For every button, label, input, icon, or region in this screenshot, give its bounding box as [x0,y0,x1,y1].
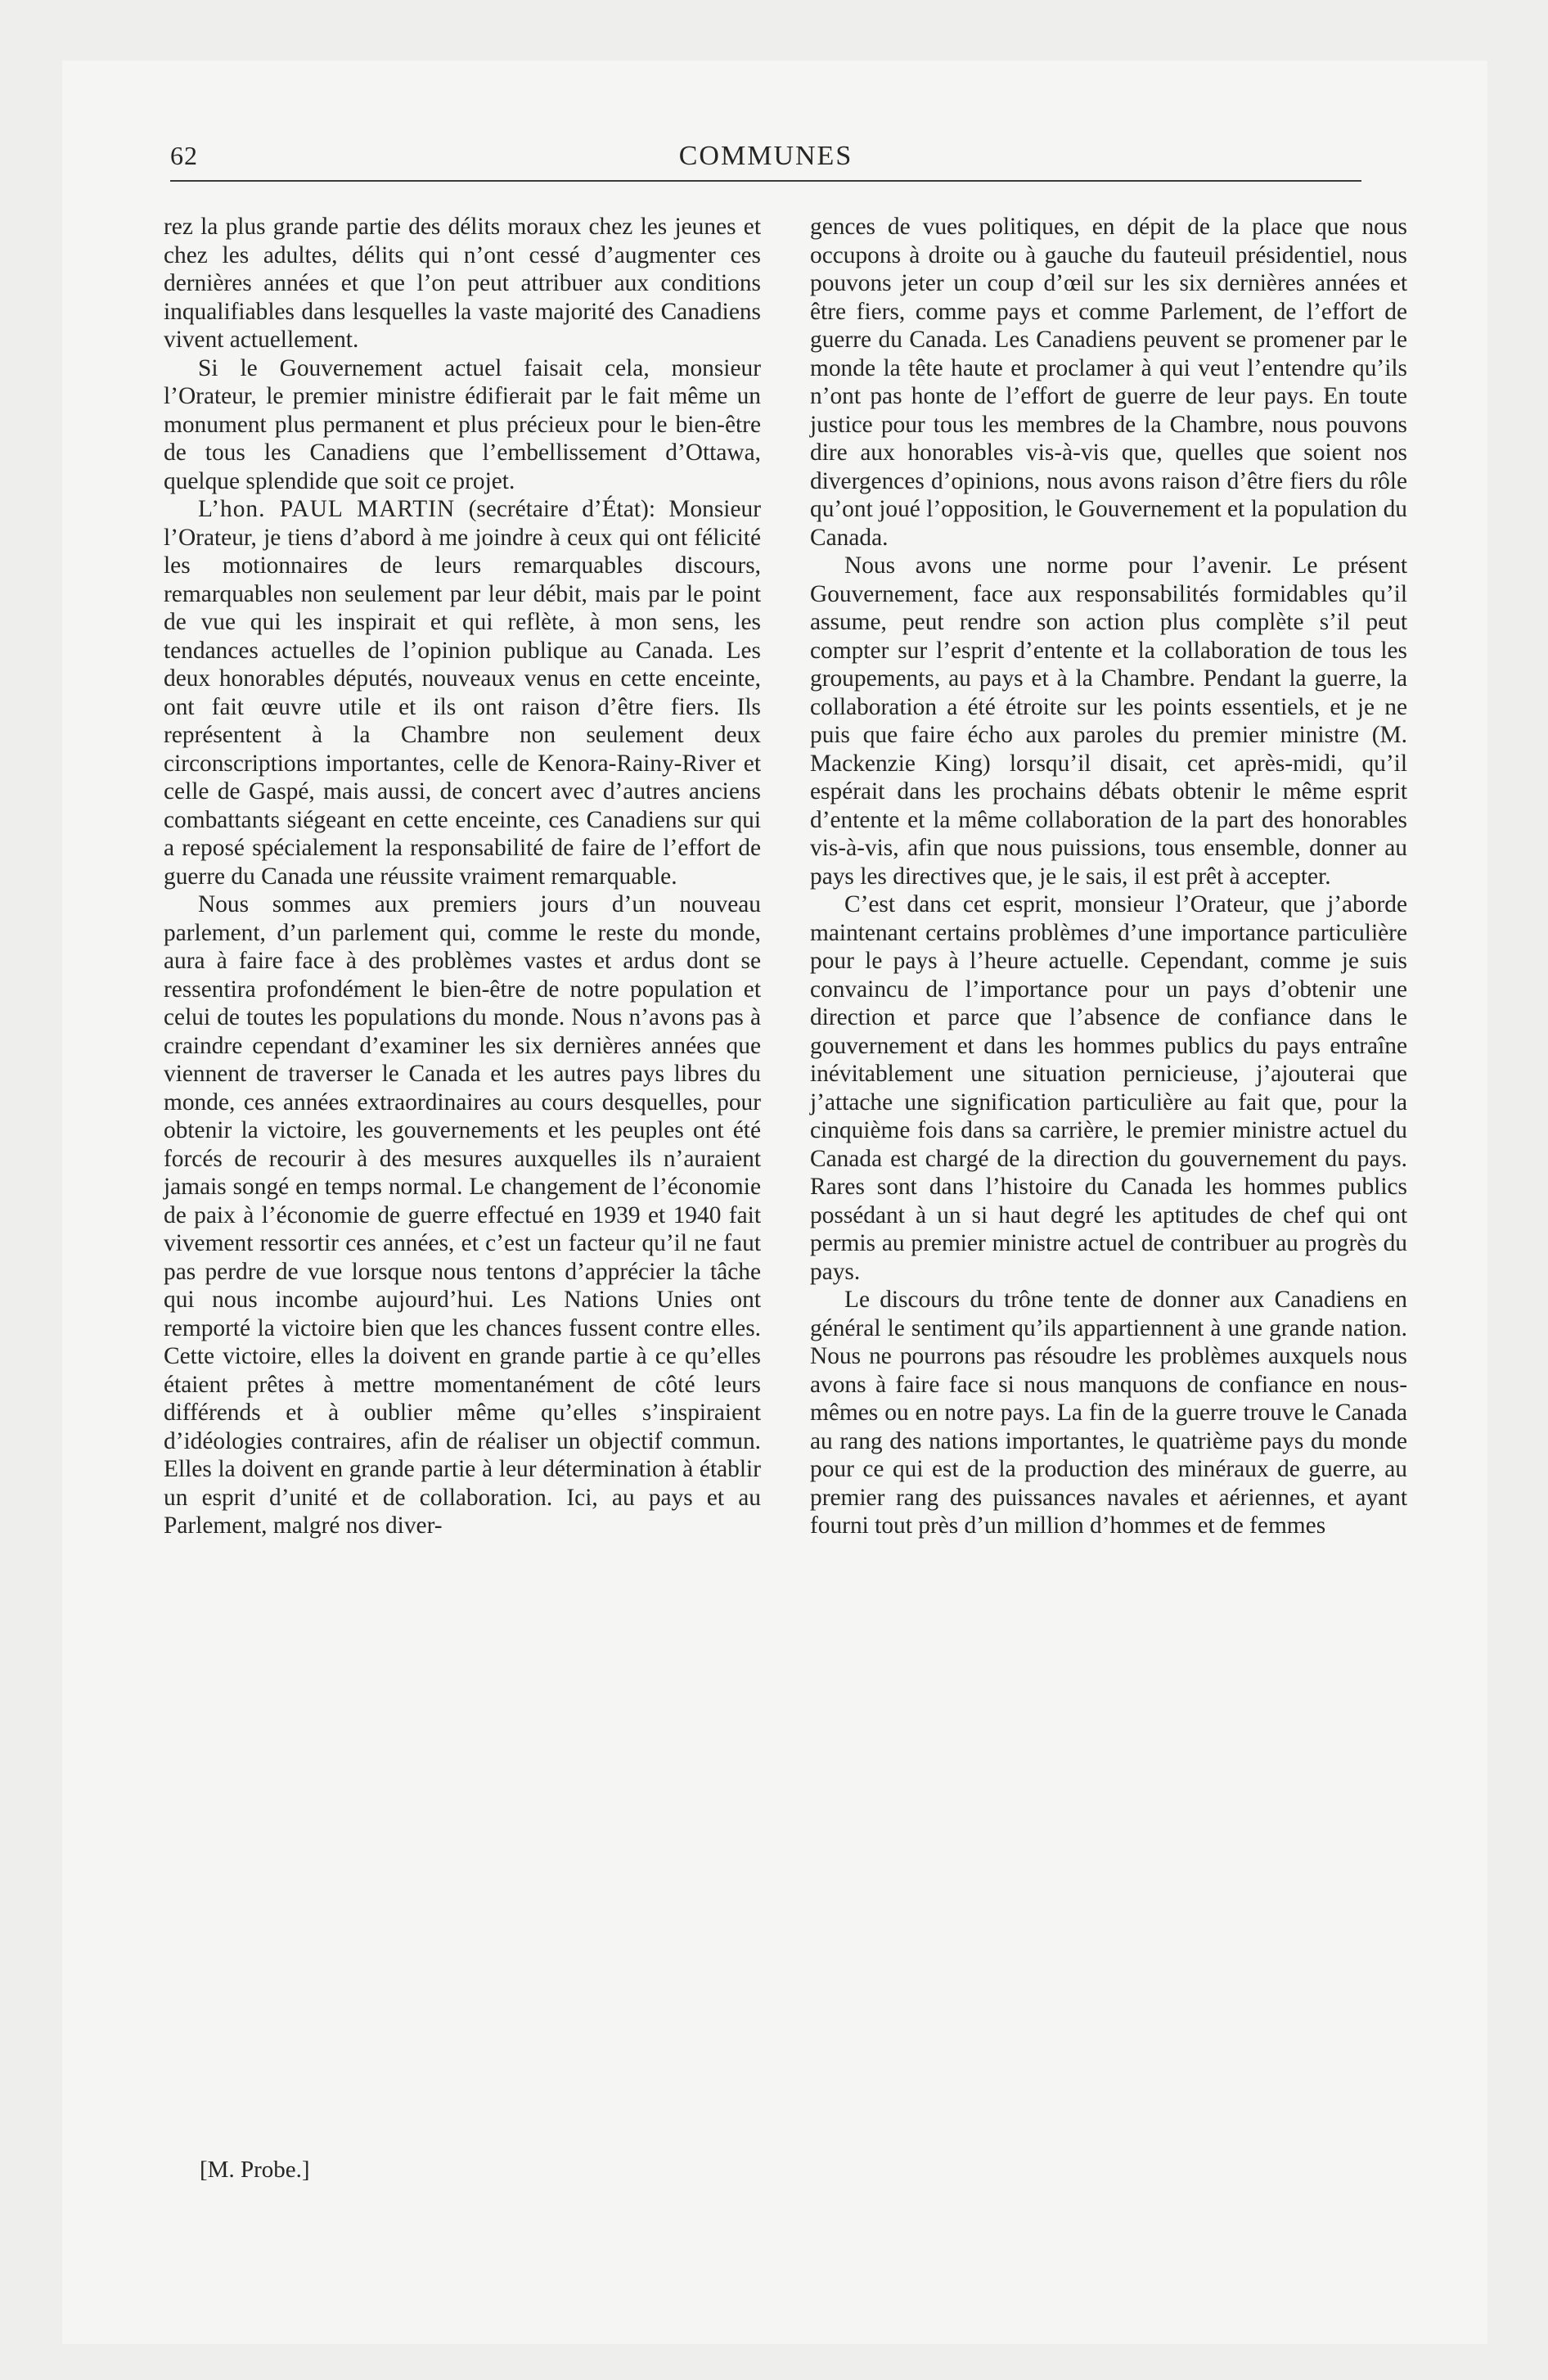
page-header [170,137,1361,182]
paragraph: Si le Gouvernement actuel faisait cela, monsieur l’Orateur, le premier ministre édifierait par le fait même un monument plus permanent et plus précieux pour le bien-être de tous les Canadiens que l’embellissement d’Ottawa, quelque splendide que soit ce projet. [164,354,761,494]
paragraph: C’est dans cet esprit, monsieur l’Orateur, que j’aborde maintenant certains problèmes d’une importance particulière pour le pays à l’heure actuelle. Cependant, comme je suis convaincu de l’importance pour un pays d’obtenir une direction et parce que l’absence de confiance dans le gouvernement et dans les hommes publics du pays entraîne inévitablement une situation pernicieuse, j’ajouterai que j’attache une signification particulière au fait que, pour la cinquième fois dans sa carrière, le premier ministre actuel du Canada est chargé de la direction du gouvernement du pays. Rares sont dans l’histoire du Canada les hommes publics possédant à un si haut degré les aptitudes de chef qui ont permis au premier ministre actuel de contribuer au progrès du pays. [810,891,1407,1285]
speaker-name: L’hon. PAUL MARTIN [198,496,456,522]
speaker-paragraph [164,495,761,890]
paragraph: Nous avons une norme pour l’avenir. Le présent Gouvernement, face aux responsabilités formidables qu’il assume, peut rendre son action plus complète s’il peut compter sur l’esprit d’entente et la collaboration de tous les groupements, au pays et à la Chambre. Pendant la guerre, la collaboration a été étroite sur les points essentiels, et je ne puis que faire écho aux paroles du premier ministre (M. Mackenzie King) lorsqu’il disait, cet après-midi, qu’il espérait dans les prochains débats obtenir le même esprit d’entente et la même collaboration de la part des honorables vis-à-vis, afin que nous puissions, tous ensemble, donner au pays les directives que, je le sais, il est prêt à accepter. [810,552,1407,890]
paragraph: gences de vues politiques, en dépit de la place que nous occupons à droite ou à gauche du fauteuil présidentiel, nous pouvons jeter un coup d’œil sur les six dernières années et être fiers, comme pays et comme Parlement, de l’effort de guerre du Canada. Les Canadiens peuvent se promener par le monde la tête haute et proclamer à qui veut l’entendre qu’ils n’ont pas honte de l’effort de guerre de leur pays. En toute justice pour tous les membres de la Chambre, nous pouvons dire aux honorables vis-à-vis que, quelles que soient nos divergences d’opinions, nous avons raison d’être fiers du rôle qu’ont joué l’opposition, le Gouvernement et la population du Canada. [810,214,1407,551]
speaker-note: [M. Probe.] [200,2157,310,2183]
speech-text: Monsieur l’Orateur, je tiens d’abord à me joindre à ceux qui ont félicité les motionnaires de leurs remarquables discours, remarquables non seulement par leur débit, mais par le point de vue qui les inspirait et qui reflète, à mon sens, les tendances actuelles de l’opinion publique au Canada. Les deux honorables députés, nouveaux venus en cette enceinte, ont fait œuvre utile et ils ont raison d’être fiers. Ils représentent à la Chambre non seulement deux circonscriptions importantes, celle de Kenora-Rainy-River et celle de Gaspé, mais aussi, de concert avec d’autres anciens combattants siégeant en cette enceinte, ces Canadiens sur qui a reposé spécialement la responsabilité de faire de l’effort de guerre du Canada une réussite vraiment remarquable. [164,496,761,890]
paragraph: rez la plus grande partie des délits moraux chez les jeunes et chez les adultes, délits qui n’ont cessé d’augmenter ces dernières années et que l’on peut attribuer aux conditions inqualifiables dans lesquelles la vaste majorité des Canadiens vivent actuellement. [164,214,761,353]
right-column [810,213,1407,1540]
running-head: COMMUNES [678,141,853,171]
paragraph: Le discours du trône tente de donner aux Canadiens en général le sentiment qu’ils appartiennent à une grande nation. Nous ne pourrons pas résoudre les problèmes auxquels nous avons à faire face si nous manquons de confiance en nous-mêmes ou en notre pays. La fin de la guerre trouve le Canada au rang des nations importantes, le quatrième pays du monde pour ce qui est de la production des minéraux de guerre, au premier rang des puissances navales et aériennes, et ayant fourni tout près d’un million d’hommes et de femmes [810,1287,1407,1539]
speaker-role: (secrétaire d’État): [468,496,656,522]
left-column [164,213,761,1540]
page-number: 62 [170,141,198,170]
paragraph: Nous sommes aux premiers jours d’un nouveau parlement, d’un parlement qui, comme le reste du monde, aura à faire face à des problèmes vastes et ardus dont se ressentira profondément le bien-être de notre population et celui de toutes les populations du monde. Nous n’avons pas à craindre cependant d’examiner les six dernières années que viennent de traverser le Canada et les autres pays libres du monde, ces années extraordinaires au cours desquelles, pour obtenir la victoire, les gouvernements et les peuples ont été forcés de recourir à des mesures auxquelles ils n’auraient jamais songé en temps normal. Le changement de l’économie de paix à l’économie de guerre effectué en 1939 et 1940 fait vivement ressortir ces années, et c’est un facteur qu’il ne faut pas perdre de vue lorsque nous tentons d’apprécier la tâche qui nous incombe aujourd’hui. Les Nations Unies ont remporté la victoire bien que les chances fussent contre elles. Cette victoire, elles la doivent en grande partie à ce qu’elles étaient prêtes à mettre momentanément de côté leurs différends et à oublier même qu’elles s’inspiraient d’idéologies contraires, afin de réaliser un objectif commun. Elles la doivent en grande partie à leur détermination à établir un esprit d’unité et de collaboration. Ici, au pays et au Parlement, malgré nos diver- [164,891,761,1539]
